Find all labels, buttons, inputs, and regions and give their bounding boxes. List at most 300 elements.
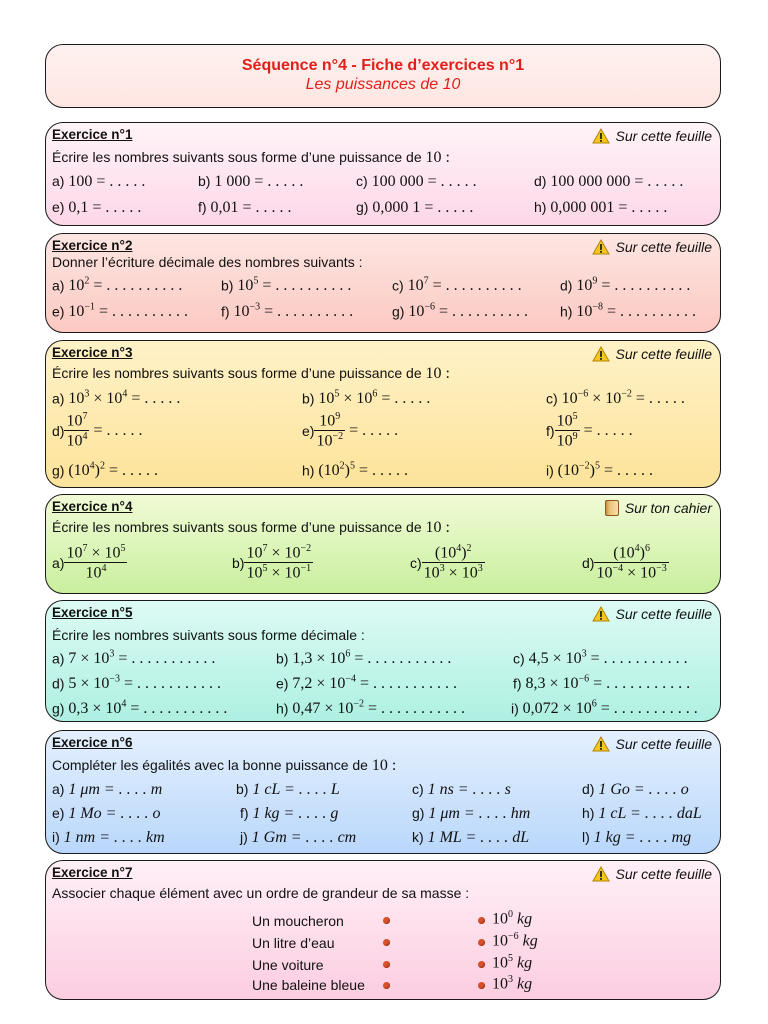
denominator-base: 10 bbox=[423, 564, 440, 582]
item-expr: 1 ML = . . . . dL bbox=[427, 829, 530, 846]
item-a bbox=[52, 276, 182, 295]
item-label: d) bbox=[52, 422, 65, 439]
item-expr: 0,000 1 = . . . . . bbox=[372, 199, 474, 216]
warning-icon bbox=[592, 736, 610, 752]
power-exponent: −1 bbox=[84, 302, 95, 313]
numerator-base: 10 bbox=[556, 412, 573, 430]
match-right-dot[interactable] bbox=[478, 982, 485, 989]
numerator-base: 10 bbox=[284, 544, 301, 562]
operator: × bbox=[623, 564, 641, 582]
denominator-base: 10 bbox=[246, 564, 263, 582]
item-c bbox=[392, 276, 522, 295]
page-title: Séquence n°4 - Fiche d’exercices n°1 bbox=[241, 57, 525, 74]
denominator-base: 10 bbox=[556, 432, 573, 450]
item-f bbox=[221, 302, 353, 321]
item-expr: 1 cL = . . . . L bbox=[252, 781, 340, 798]
item-answer: = . . . . . . . . . . . bbox=[356, 675, 458, 693]
exercise-2-title: Exercice n°2 bbox=[52, 238, 133, 253]
inner-exponent: 2 bbox=[339, 461, 345, 472]
operator: × bbox=[339, 390, 357, 408]
power-exponent: −6 bbox=[578, 674, 590, 685]
match-left-dot[interactable] bbox=[383, 939, 390, 946]
mantissa: 7 × 10 bbox=[68, 650, 110, 668]
inner-exponent: 4 bbox=[89, 461, 95, 472]
power-base: 10 bbox=[605, 390, 622, 408]
item-expr: 1 μm = . . . . m bbox=[68, 781, 163, 798]
item-answer: = . . . . . bbox=[355, 462, 409, 480]
item-label: c) bbox=[546, 390, 558, 407]
item-label: k) bbox=[412, 829, 424, 845]
item-label: b) bbox=[236, 781, 249, 797]
item-label: b) bbox=[198, 173, 211, 189]
item-d bbox=[582, 543, 669, 583]
page-subtitle: Les puissances de 10 bbox=[305, 76, 461, 93]
mantissa: 1,3 × 10 bbox=[292, 650, 346, 668]
item-label: g) bbox=[412, 805, 425, 821]
item-answer: = . . . . . bbox=[599, 462, 653, 480]
inner-exponent: 4 bbox=[634, 543, 640, 554]
item-label: f) bbox=[198, 199, 207, 215]
power-exponent: −3 bbox=[109, 674, 121, 685]
item-b bbox=[302, 389, 430, 408]
match-right-2 bbox=[492, 931, 538, 950]
mantissa: 0,072 × 10 bbox=[522, 700, 592, 718]
exercise-5-location bbox=[592, 606, 713, 622]
item-d bbox=[560, 276, 690, 295]
location-label: Sur cette feuille bbox=[615, 866, 712, 882]
item-answer: = . . . . . . . . . . bbox=[428, 277, 522, 295]
item-label: f) bbox=[513, 675, 522, 692]
denominator-base: 10 bbox=[85, 564, 102, 582]
exercise-2 bbox=[45, 233, 721, 333]
numerator-base: 10 bbox=[246, 544, 263, 562]
power-base: (10 bbox=[557, 462, 579, 480]
instruction-math: 10 : bbox=[425, 519, 450, 536]
item-label: c) bbox=[392, 277, 404, 294]
numerator-base: (10 bbox=[434, 544, 457, 562]
exercise-7-title: Exercice n°7 bbox=[52, 865, 133, 880]
item-answer: = . . . . . . . . . . bbox=[258, 277, 352, 295]
numerator-exponent: 5 bbox=[120, 543, 126, 554]
item-answer: = . . . . . . . . . . . bbox=[120, 675, 222, 693]
mantissa: 0,3 × 10 bbox=[68, 700, 122, 718]
exercise-6-instruction bbox=[52, 757, 396, 775]
item-i bbox=[511, 699, 698, 718]
denominator-exponent: 9 bbox=[572, 431, 578, 443]
item-answer: = . . . . . . . . . . bbox=[89, 277, 183, 295]
item-e bbox=[52, 199, 141, 217]
item-expr: 0,01 = . . . . . bbox=[210, 199, 292, 216]
item-label: b) bbox=[232, 554, 245, 571]
denominator-exponent: −1 bbox=[300, 563, 312, 575]
item-h bbox=[534, 199, 667, 217]
numerator-exponent: 7 bbox=[82, 411, 88, 422]
outer-exponent: 6 bbox=[644, 543, 650, 554]
item-d bbox=[52, 674, 221, 693]
item-f bbox=[198, 199, 291, 217]
fraction bbox=[64, 543, 127, 583]
power-exponent: 3 bbox=[109, 649, 115, 660]
numerator-exponent: 7 bbox=[262, 543, 268, 554]
item-label: a) bbox=[52, 390, 65, 407]
item-a bbox=[52, 781, 162, 799]
warning-icon bbox=[592, 606, 610, 622]
match-right-dot[interactable] bbox=[478, 961, 485, 968]
unit: kg bbox=[513, 910, 533, 928]
item-label: h) bbox=[582, 805, 595, 821]
exercise-5 bbox=[45, 600, 721, 722]
denominator-base: 10 bbox=[284, 564, 301, 582]
item-label: e) bbox=[52, 303, 65, 320]
item-l bbox=[582, 829, 691, 847]
paren: ) bbox=[589, 462, 595, 480]
item-expr: 100 = . . . . . bbox=[68, 173, 146, 190]
item-answer: = . . . . . . . . . . . bbox=[350, 650, 452, 668]
item-label: e) bbox=[52, 199, 65, 215]
item-label: l) bbox=[582, 829, 590, 845]
item-label: f) bbox=[221, 303, 230, 320]
item-g bbox=[412, 805, 530, 823]
item-c bbox=[410, 543, 485, 583]
denominator-exponent: 4 bbox=[82, 431, 88, 443]
power-exponent: 7 bbox=[423, 276, 429, 287]
power-base: 10 bbox=[356, 390, 373, 408]
power-base: 10 bbox=[318, 390, 335, 408]
item-label: d) bbox=[534, 173, 547, 189]
exercise-4-instruction bbox=[52, 519, 450, 537]
item-answer: = . . . . . bbox=[345, 421, 399, 439]
location-label: Sur cette feuille bbox=[615, 606, 712, 622]
item-g bbox=[52, 461, 158, 480]
instruction-text: Écrire les nombres suivants sous forme d’une puissance de bbox=[52, 149, 422, 165]
item-label: a) bbox=[52, 781, 65, 797]
power-exponent: 3 bbox=[84, 389, 90, 400]
match-left-3: Une voiture bbox=[252, 957, 324, 973]
item-answer: = . . . . . . . . . . bbox=[602, 303, 697, 321]
item-label: d) bbox=[52, 675, 65, 692]
item-answer: = . . . . . . . . . . bbox=[260, 303, 354, 321]
item-k bbox=[412, 829, 529, 847]
fraction bbox=[422, 543, 485, 583]
paren: ) bbox=[639, 544, 645, 562]
item-e bbox=[52, 302, 188, 321]
item-e bbox=[302, 411, 398, 451]
item-j bbox=[240, 829, 356, 847]
item-h bbox=[582, 805, 702, 823]
item-label: a) bbox=[52, 650, 65, 667]
power-exponent: −8 bbox=[592, 302, 603, 313]
item-f bbox=[240, 805, 338, 823]
exercise-6-title: Exercice n°6 bbox=[52, 735, 133, 750]
denominator-base: 10 bbox=[461, 564, 478, 582]
exercise-2-instruction: Donner l’écriture décimale des nombres suivants : bbox=[52, 254, 363, 270]
mantissa: 8,3 × 10 bbox=[525, 675, 579, 693]
item-expr: 1 kg = . . . . mg bbox=[593, 829, 692, 846]
item-label: g) bbox=[52, 462, 65, 479]
match-right-3 bbox=[492, 953, 532, 972]
power-exponent: −2 bbox=[353, 699, 365, 710]
power-exponent: 5 bbox=[508, 953, 513, 964]
power-exponent: 3 bbox=[581, 649, 587, 660]
item-label: d) bbox=[582, 781, 595, 797]
item-h bbox=[276, 699, 465, 718]
item-expr: 100 000 = . . . . . bbox=[371, 173, 477, 190]
power-exponent: −6 bbox=[577, 389, 589, 400]
operator: × bbox=[89, 390, 107, 408]
item-label: f) bbox=[240, 805, 249, 821]
item-label: g) bbox=[392, 303, 405, 320]
power-exponent: −4 bbox=[345, 674, 357, 685]
outer-exponent: 2 bbox=[100, 461, 105, 472]
location-label: Sur cette feuille bbox=[615, 128, 712, 144]
warning-icon bbox=[592, 346, 610, 362]
item-label: c) bbox=[410, 554, 422, 571]
power-base: 10 bbox=[68, 390, 85, 408]
power-base: 10 bbox=[576, 303, 593, 321]
item-label: e) bbox=[302, 422, 315, 439]
match-left-dot[interactable] bbox=[383, 961, 390, 968]
match-left-dot[interactable] bbox=[383, 917, 390, 924]
item-label: h) bbox=[534, 199, 547, 215]
denominator-exponent: 4 bbox=[101, 563, 107, 575]
location-label: Sur cette feuille bbox=[615, 346, 712, 362]
operator: × bbox=[87, 544, 105, 562]
exercise-3-instruction bbox=[52, 365, 450, 383]
item-b bbox=[236, 781, 340, 799]
mantissa: 5 × 10 bbox=[68, 675, 110, 693]
item-h bbox=[560, 302, 696, 321]
item-a bbox=[52, 543, 127, 583]
item-b bbox=[198, 173, 303, 191]
item-d bbox=[534, 173, 683, 191]
numerator-base: 10 bbox=[319, 412, 336, 430]
item-b bbox=[276, 649, 451, 668]
numerator-base: 10 bbox=[66, 544, 83, 562]
item-answer: = . . . . . . . . . . . bbox=[114, 650, 216, 668]
item-label: b) bbox=[302, 390, 315, 407]
outer-exponent: 5 bbox=[350, 461, 355, 472]
power-base: (10 bbox=[318, 462, 340, 480]
power-exponent: 5 bbox=[253, 276, 259, 287]
item-answer: = . . . . . bbox=[579, 421, 633, 439]
item-answer: = . . . . . . . . . . . bbox=[126, 700, 228, 718]
item-answer: = . . . . . . . . . . . bbox=[596, 700, 698, 718]
item-label: b) bbox=[221, 277, 234, 294]
item-f bbox=[513, 674, 690, 693]
item-e bbox=[276, 674, 457, 693]
exercise-1-title: Exercice n°1 bbox=[52, 127, 133, 142]
item-label: e) bbox=[52, 805, 65, 821]
operator: × bbox=[267, 564, 285, 582]
match-left-2: Un litre d’eau bbox=[252, 935, 335, 951]
match-right-dot[interactable] bbox=[478, 917, 485, 924]
power-exponent: 6 bbox=[591, 699, 597, 710]
power-base: 10 bbox=[492, 910, 508, 928]
denominator-exponent: 3 bbox=[439, 563, 445, 575]
item-d bbox=[582, 781, 689, 799]
location-label: Sur cette feuille bbox=[615, 239, 712, 255]
numerator-exponent: 9 bbox=[335, 411, 341, 422]
fraction bbox=[555, 411, 580, 451]
item-label: h) bbox=[276, 700, 289, 717]
item-expr: 0,000 001 = . . . . . bbox=[550, 199, 668, 216]
numerator-base: 10 bbox=[104, 544, 121, 562]
item-c bbox=[546, 389, 685, 408]
power-base: 10 bbox=[561, 390, 578, 408]
item-label: i) bbox=[546, 462, 554, 479]
mantissa: 4,5 × 10 bbox=[528, 650, 582, 668]
item-label: h) bbox=[302, 462, 315, 479]
item-label: a) bbox=[52, 277, 65, 294]
item-expr: 1 nm = . . . . km bbox=[63, 829, 165, 846]
denominator-exponent: 3 bbox=[477, 563, 483, 575]
item-label: a) bbox=[52, 554, 65, 571]
item-label: i) bbox=[511, 700, 519, 717]
item-label: g) bbox=[52, 700, 65, 717]
power-base: 10 bbox=[407, 277, 424, 295]
item-expr: 100 000 000 = . . . . . bbox=[550, 173, 684, 190]
paren: ) bbox=[344, 462, 350, 480]
exercise-1-instruction bbox=[52, 149, 450, 167]
power-exponent: 4 bbox=[122, 389, 128, 400]
item-g bbox=[392, 302, 528, 321]
warning-icon bbox=[592, 239, 610, 255]
item-label: d) bbox=[560, 277, 573, 294]
item-b bbox=[232, 543, 313, 583]
numerator-exponent: −2 bbox=[300, 543, 312, 554]
item-answer: = . . . . . . . . . . bbox=[94, 303, 189, 321]
power-base: 10 bbox=[492, 932, 508, 950]
match-right-dot[interactable] bbox=[478, 939, 485, 946]
fraction bbox=[314, 411, 345, 451]
denominator-exponent: −4 bbox=[612, 563, 624, 575]
exercise-4 bbox=[45, 494, 721, 594]
exercise-5-instruction: Écrire les nombres suivants sous forme décimale : bbox=[52, 627, 365, 643]
power-exponent: −3 bbox=[249, 302, 261, 313]
exercise-1 bbox=[45, 122, 721, 226]
item-g bbox=[52, 699, 227, 718]
power-exponent: 5 bbox=[334, 389, 340, 400]
exercise-1-location bbox=[592, 128, 713, 144]
item-f bbox=[546, 411, 633, 451]
denominator-exponent: −3 bbox=[656, 563, 667, 575]
match-right-1 bbox=[492, 909, 532, 928]
item-answer: = . . . . . bbox=[377, 390, 431, 408]
denominator-exponent: 5 bbox=[262, 563, 268, 575]
exercise-7 bbox=[45, 860, 721, 1000]
item-expr: 1 cL = . . . . daL bbox=[598, 805, 702, 822]
exercise-7-location bbox=[592, 866, 713, 882]
exercise-4-title: Exercice n°4 bbox=[52, 499, 133, 514]
instruction-math: 10 : bbox=[425, 365, 450, 382]
power-base: 10 bbox=[233, 303, 250, 321]
item-label: h) bbox=[560, 303, 573, 320]
operator: × bbox=[444, 564, 462, 582]
item-c bbox=[356, 173, 477, 191]
fraction bbox=[64, 411, 89, 451]
item-answer: = . . . . . bbox=[631, 390, 685, 408]
paren: ) bbox=[461, 544, 467, 562]
power-base: 10 bbox=[492, 954, 508, 972]
item-a bbox=[52, 173, 145, 191]
numerator-base: (10 bbox=[613, 544, 635, 562]
item-label: j) bbox=[240, 829, 248, 845]
item-g bbox=[356, 199, 473, 217]
item-i bbox=[52, 829, 165, 847]
item-answer: = . . . . . . . . . . . bbox=[586, 650, 688, 668]
exercise-6 bbox=[45, 730, 721, 854]
location-label: Sur cette feuille bbox=[615, 736, 712, 752]
denominator-base: 10 bbox=[596, 564, 613, 582]
item-expr: 1 kg = . . . . g bbox=[252, 805, 339, 822]
item-answer: = . . . . . bbox=[127, 390, 181, 408]
location-label: Sur ton cahier bbox=[624, 500, 712, 516]
item-label: g) bbox=[356, 199, 369, 215]
operator: × bbox=[267, 544, 285, 562]
exercise-3 bbox=[45, 340, 721, 488]
exercise-5-title: Exercice n°5 bbox=[52, 605, 133, 620]
exercise-6-location bbox=[592, 736, 713, 752]
instruction-math: 10 : bbox=[425, 149, 450, 166]
match-right-4 bbox=[492, 974, 532, 993]
operator: × bbox=[588, 390, 606, 408]
numerator-exponent: 5 bbox=[572, 411, 578, 422]
item-label: c) bbox=[356, 173, 368, 189]
item-b bbox=[221, 276, 351, 295]
item-expr: 1 Mo = . . . . o bbox=[68, 805, 161, 822]
instruction-text: Écrire les nombres suivants sous forme d’une puissance de bbox=[52, 365, 422, 381]
fraction bbox=[594, 543, 668, 583]
power-base: 10 bbox=[68, 277, 85, 295]
paren: ) bbox=[94, 462, 100, 480]
power-exponent: 3 bbox=[508, 974, 513, 985]
power-base: 10 bbox=[237, 277, 254, 295]
item-answer: = . . . . . . . . . . bbox=[434, 303, 529, 321]
item-expr: 1 Gm = . . . . cm bbox=[251, 829, 357, 846]
power-exponent: 4 bbox=[121, 699, 127, 710]
worksheet-title-box bbox=[45, 44, 721, 108]
inner-exponent: −2 bbox=[579, 461, 590, 472]
power-exponent: −6 bbox=[424, 302, 435, 313]
item-d bbox=[52, 411, 142, 451]
item-expr: 1 μm = . . . . hm bbox=[428, 805, 531, 822]
mantissa: 7,2 × 10 bbox=[292, 675, 346, 693]
item-expr: 1 000 = . . . . . bbox=[214, 173, 304, 190]
item-label: b) bbox=[276, 650, 289, 667]
denominator-base: 10 bbox=[316, 432, 333, 450]
power-base: (10 bbox=[68, 462, 90, 480]
power-exponent: 0 bbox=[508, 909, 513, 920]
inner-exponent: 4 bbox=[456, 543, 462, 554]
power-exponent: 6 bbox=[345, 649, 351, 660]
match-left-dot[interactable] bbox=[383, 982, 390, 989]
power-base: 10 bbox=[576, 277, 593, 295]
item-e bbox=[52, 805, 160, 823]
item-a bbox=[52, 389, 180, 408]
outer-exponent: 2 bbox=[466, 543, 472, 554]
item-expr: 1 ns = . . . . s bbox=[427, 781, 511, 798]
exercise-3-title: Exercice n°3 bbox=[52, 345, 133, 360]
match-left-4: Une baleine bleue bbox=[252, 977, 365, 993]
unit: kg bbox=[513, 954, 533, 972]
item-answer: = . . . . . bbox=[89, 421, 143, 439]
denominator-exponent: −2 bbox=[332, 431, 344, 443]
item-i bbox=[546, 461, 653, 480]
power-base: 10 bbox=[492, 975, 508, 993]
unit: kg bbox=[513, 975, 533, 993]
instruction-text: Compléter les égalités avec la bonne puissance de bbox=[52, 757, 368, 773]
warning-icon bbox=[592, 128, 610, 144]
